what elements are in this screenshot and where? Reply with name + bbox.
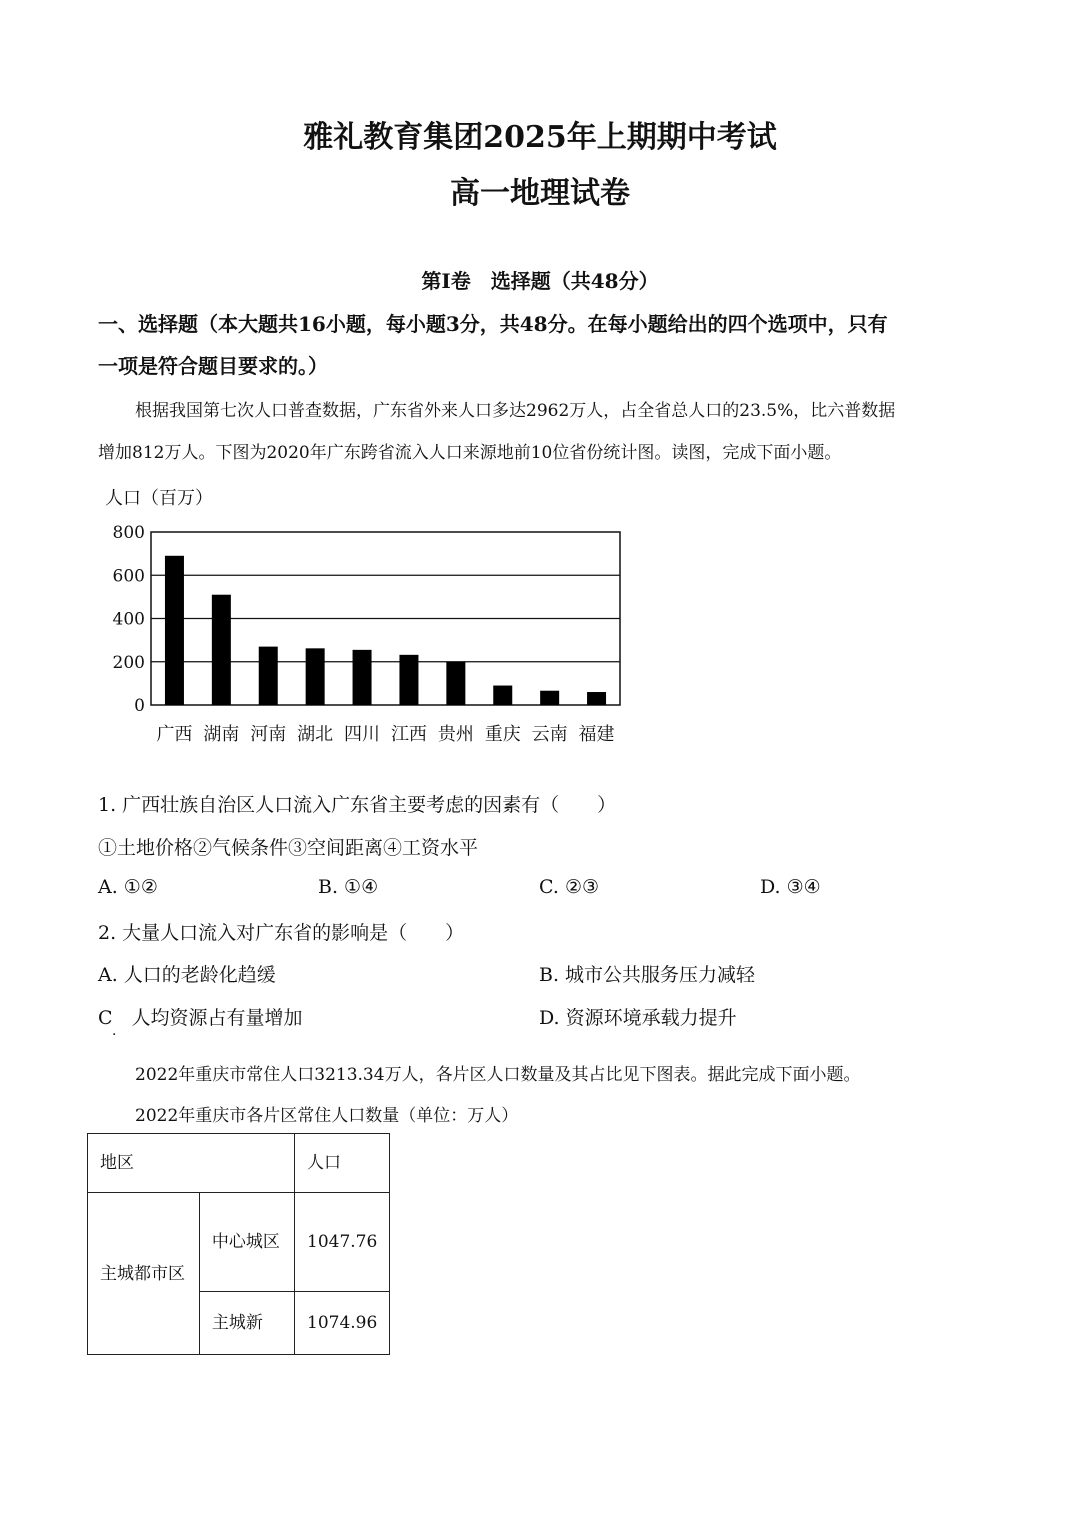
q1-option-a: A. ①② [98, 876, 158, 898]
y-tick-label: 400 [112, 609, 145, 630]
bar [212, 595, 231, 705]
x-tick-label: 河南 [250, 724, 287, 745]
x-tick-label: 湖南 [203, 724, 240, 745]
y-tick-label: 600 [112, 566, 145, 587]
population-bar-chart [95, 480, 655, 760]
q1-option-b: B. ①④ [318, 876, 379, 898]
bar [587, 692, 606, 705]
q2-option-b: B. 城市公共服务压力减轻 [539, 964, 756, 986]
x-tick-label: 云南 [531, 724, 568, 745]
bar [165, 556, 184, 705]
x-tick-label: 重庆 [484, 724, 521, 745]
header-region: 地区 [88, 1134, 295, 1193]
q1-items: ①土地价格②气候条件③空间距离④工资水平 [98, 837, 479, 859]
y-tick-label: 200 [112, 652, 145, 673]
part-instruction-line1: 一、选择题（本大题共16小题，每小题3分，共48分。在每小题给出的四个选项中，只有 [98, 312, 888, 336]
q2-option-d: D. 资源环境承载力提升 [539, 1007, 737, 1029]
header-population: 人口 [295, 1134, 390, 1193]
bar [399, 655, 418, 705]
material1-line2: 增加812万人。下图为2020年广东跨省流入人口来源地前10位省份统计图。读图，完成下面小题。 [98, 443, 842, 463]
x-tick-label: 四川 [344, 724, 381, 745]
q2-stem: 2. 大量人口流入对广东省的影响是（ ） [98, 922, 465, 944]
exam-subtitle: 高一地理试卷 [450, 176, 630, 211]
section-heading: 第Ⅰ卷 选择题（共48分） [421, 269, 659, 293]
material2-line1: 2022年重庆市常住人口3213.34万人，各片区人口数量及其占比见下图表。据此完成下面小题。 [135, 1065, 861, 1085]
bar [353, 650, 372, 705]
x-tick-label: 福建 [578, 724, 615, 745]
y-tick-label: 800 [112, 523, 145, 543]
exam-title: 雅礼教育集团2025年上期期中考试 [303, 120, 777, 155]
stray-dot: · [112, 1027, 117, 1043]
q1-stem: 1. 广西壮族自治区人口流入广东省主要考虑的因素有（ ） [98, 794, 617, 816]
population-table [87, 1133, 390, 1355]
group-cell: 主城都市区 [88, 1193, 200, 1355]
x-tick-label: 广西 [156, 724, 193, 745]
row-value: 1047.76 [295, 1193, 390, 1292]
q2-option-c: C 人均资源占有量增加 [98, 1007, 303, 1029]
q2-option-a: A. 人口的老龄化趋缓 [98, 964, 276, 986]
bar [540, 691, 559, 705]
q1-option-c: C. ②③ [539, 876, 600, 898]
bar [446, 662, 465, 705]
part-instruction-line2: 一项是符合题目要求的。） [98, 354, 328, 378]
y-tick-label: 0 [134, 696, 145, 716]
row-value: 1074.96 [295, 1292, 390, 1355]
x-tick-label: 湖北 [297, 724, 334, 745]
bar [259, 647, 278, 705]
material1-line1: 根据我国第七次人口普查数据，广东省外来人口多达2962万人，占全省总人口的23.5%，比六普数据 [135, 401, 896, 421]
row-name: 主城新 [199, 1292, 294, 1355]
row-name: 中心城区 [199, 1193, 294, 1292]
q1-option-d: D. ③④ [760, 876, 821, 898]
x-tick-label: 贵州 [437, 724, 474, 745]
bar [306, 648, 325, 705]
table-header-row [88, 1134, 390, 1193]
table-caption: 2022年重庆市各片区常住人口数量（单位：万人） [135, 1106, 519, 1126]
bar [493, 686, 512, 705]
table-row [88, 1193, 390, 1292]
y-axis-label: 人口（百万） [105, 488, 213, 509]
x-tick-label: 江西 [390, 724, 427, 745]
